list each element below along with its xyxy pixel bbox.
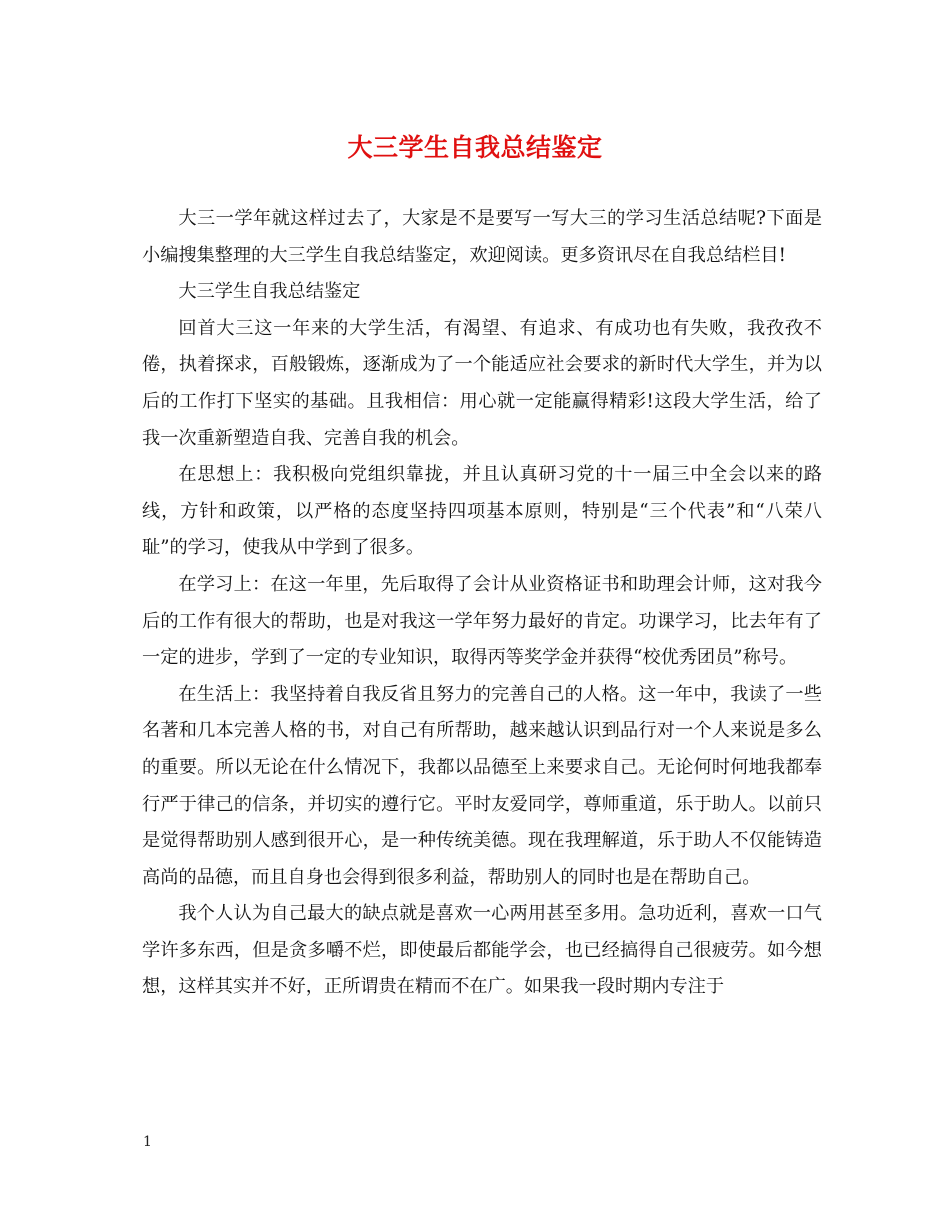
document-body xyxy=(142,201,822,1006)
body-paragraph: 在思想上：我积极向党组织靠拢，并且认真研习党的十一届三中全会以来的路线，方针和政策，以严格的态度坚持四项基本原则，特别是“三个代表”和“八荣八耻”的学习，使我从中学到了很多。 xyxy=(142,464,822,559)
section-heading: 大三学生自我总结鉴定 xyxy=(178,281,361,303)
document-title: 大三学生自我总结鉴定 xyxy=(347,133,603,162)
page-number: 1 xyxy=(143,1134,152,1150)
body-paragraph: 回首大三这一年来的大学生活，有渴望、有追求、有成功也有失败，我孜孜不倦，执着探求，百般锻炼，逐渐成为了一个能适应社会要求的新时代大学生，并为以后的工作打下坚实的基础。且我相信：用心就一定能赢得精彩!这段大学生活，给了我一次重新塑造自我、完善自我的机会。 xyxy=(142,317,822,449)
body-paragraph: 我个人认为自己最大的缺点就是喜欢一心两用甚至多用。急功近利，喜欢一口气学许多东西，但是贪多嚼不烂，即使最后都能学会，也已经搞得自己很疲劳。如今想想，这样其实并不好，正所谓贵在精而不在广。如果我一段时期内专注于 xyxy=(142,903,822,998)
body-paragraph: 在生活上：我坚持着自我反省且努力的完善自己的人格。这一年中，我读了一些名著和几本完善人格的书，对自己有所帮助，越来越认识到品行对一个人来说是多么的重要。所以无论在什么情况下，我都以品德至上来要求自己。无论何时何地我都奉行严于律己的信条，并切实的遵行它。平时友爱同学，尊师重道，乐于助人。以前只是觉得帮助别人感到很开心，是一种传统美德。现在我理解道，乐于助人不仅能铸造高尚的品德，而且自身也会得到很多利益，帮助别人的同时也是在帮助自己。 xyxy=(142,683,822,888)
body-paragraph: 在学习上：在这一年里，先后取得了会计从业资格证书和助理会计师，这对我今后的工作有很大的帮助，也是对我这一学年努力最好的肯定。功课学习，比去年有了一定的进步，学到了一定的专业知识，取得丙等奖学金并获得“校优秀团员”称号。 xyxy=(142,573,822,669)
intro-paragraph: 大三一学年就这样过去了，大家是不是要写一写大三的学习生活总结呢?下面是小编搜集整理的大三学生自我总结鉴定，欢迎阅读。更多资讯尽在自我总结栏目! xyxy=(142,208,822,266)
